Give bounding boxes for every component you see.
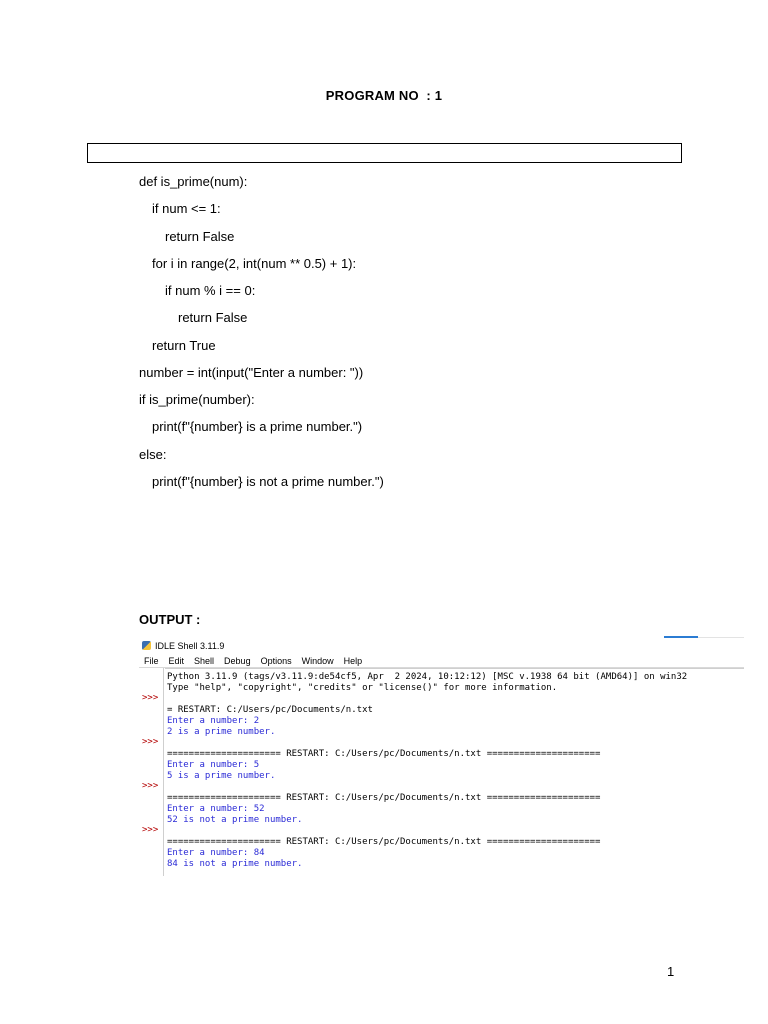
shell-line: Enter a number: 84 <box>167 848 265 858</box>
menu-bar <box>139 655 366 667</box>
idle-shell-screenshot <box>139 636 744 876</box>
shell-line: Enter a number: 5 <box>167 760 260 770</box>
prompt-gutter <box>139 668 164 876</box>
shell-line: ===================== RESTART: C:/Users/pc/Documents/n.txt ===================== <box>167 837 601 847</box>
code-line: if num % i == 0: <box>165 283 256 298</box>
shell-line: ===================== RESTART: C:/Users/pc/Documents/n.txt ===================== <box>167 793 601 803</box>
output-label: OUTPUT : <box>139 612 201 627</box>
shell-line: = RESTART: C:/Users/pc/Documents/n.txt <box>167 705 373 715</box>
shell-line: 5 is a prime number. <box>167 771 276 781</box>
divider <box>698 637 744 638</box>
shell-line: 52 is not a prime number. <box>167 815 303 825</box>
code-line: if is_prime(number): <box>139 392 255 407</box>
code-line: return False <box>178 310 248 325</box>
window-title: IDLE Shell 3.11.9 <box>155 641 225 651</box>
menu-shell[interactable]: Shell <box>194 656 215 666</box>
shell-line: Type "help", "copyright", "credits" or "license()" for more information. <box>167 683 558 693</box>
shell-line: Python 3.11.9 (tags/v3.11.9:de54cf5, Apr 2 2024, 10:12:12) [MSC v.1938 64 bit (AMD64)] on win32 <box>167 672 688 682</box>
code-line: print(f"{number} is a prime number.") <box>152 419 363 434</box>
shell-prompt: >>> <box>142 737 159 747</box>
python-icon <box>142 641 151 650</box>
code-line: print(f"{number} is not a prime number.") <box>152 474 384 489</box>
aim-box <box>87 143 682 163</box>
menu-options[interactable]: Options <box>260 656 292 666</box>
shell-line: 84 is not a prime number. <box>167 859 303 869</box>
shell-output[interactable] <box>165 668 744 876</box>
menu-debug[interactable]: Debug <box>224 656 251 666</box>
shell-line: Enter a number: 2 <box>167 716 260 726</box>
menu-edit[interactable]: Edit <box>168 656 185 666</box>
code-line: for i in range(2, int(num ** 0.5) + 1): <box>152 256 357 271</box>
shell-prompt: >>> <box>142 825 159 835</box>
code-line: else: <box>139 447 167 462</box>
shell-line: Enter a number: 52 <box>167 804 265 814</box>
menu-file[interactable]: File <box>144 656 159 666</box>
code-line: def is_prime(num): <box>139 174 248 189</box>
page-title: PROGRAM NO : 1 <box>325 88 443 103</box>
code-line: if num <= 1: <box>152 201 221 216</box>
page-number: 1 <box>667 964 675 979</box>
shell-line: ===================== RESTART: C:/Users/pc/Documents/n.txt ===================== <box>167 749 601 759</box>
accent-line <box>664 636 698 638</box>
window-titlebar <box>139 639 744 653</box>
code-line: return True <box>152 338 216 353</box>
shell-prompt: >>> <box>142 693 159 703</box>
menu-window[interactable]: Window <box>301 656 334 666</box>
code-line: number = int(input("Enter a number: ")) <box>139 365 364 380</box>
code-line: return False <box>165 229 235 244</box>
shell-line: 2 is a prime number. <box>167 727 276 737</box>
shell-prompt: >>> <box>142 781 159 791</box>
menu-help[interactable]: Help <box>343 656 363 666</box>
